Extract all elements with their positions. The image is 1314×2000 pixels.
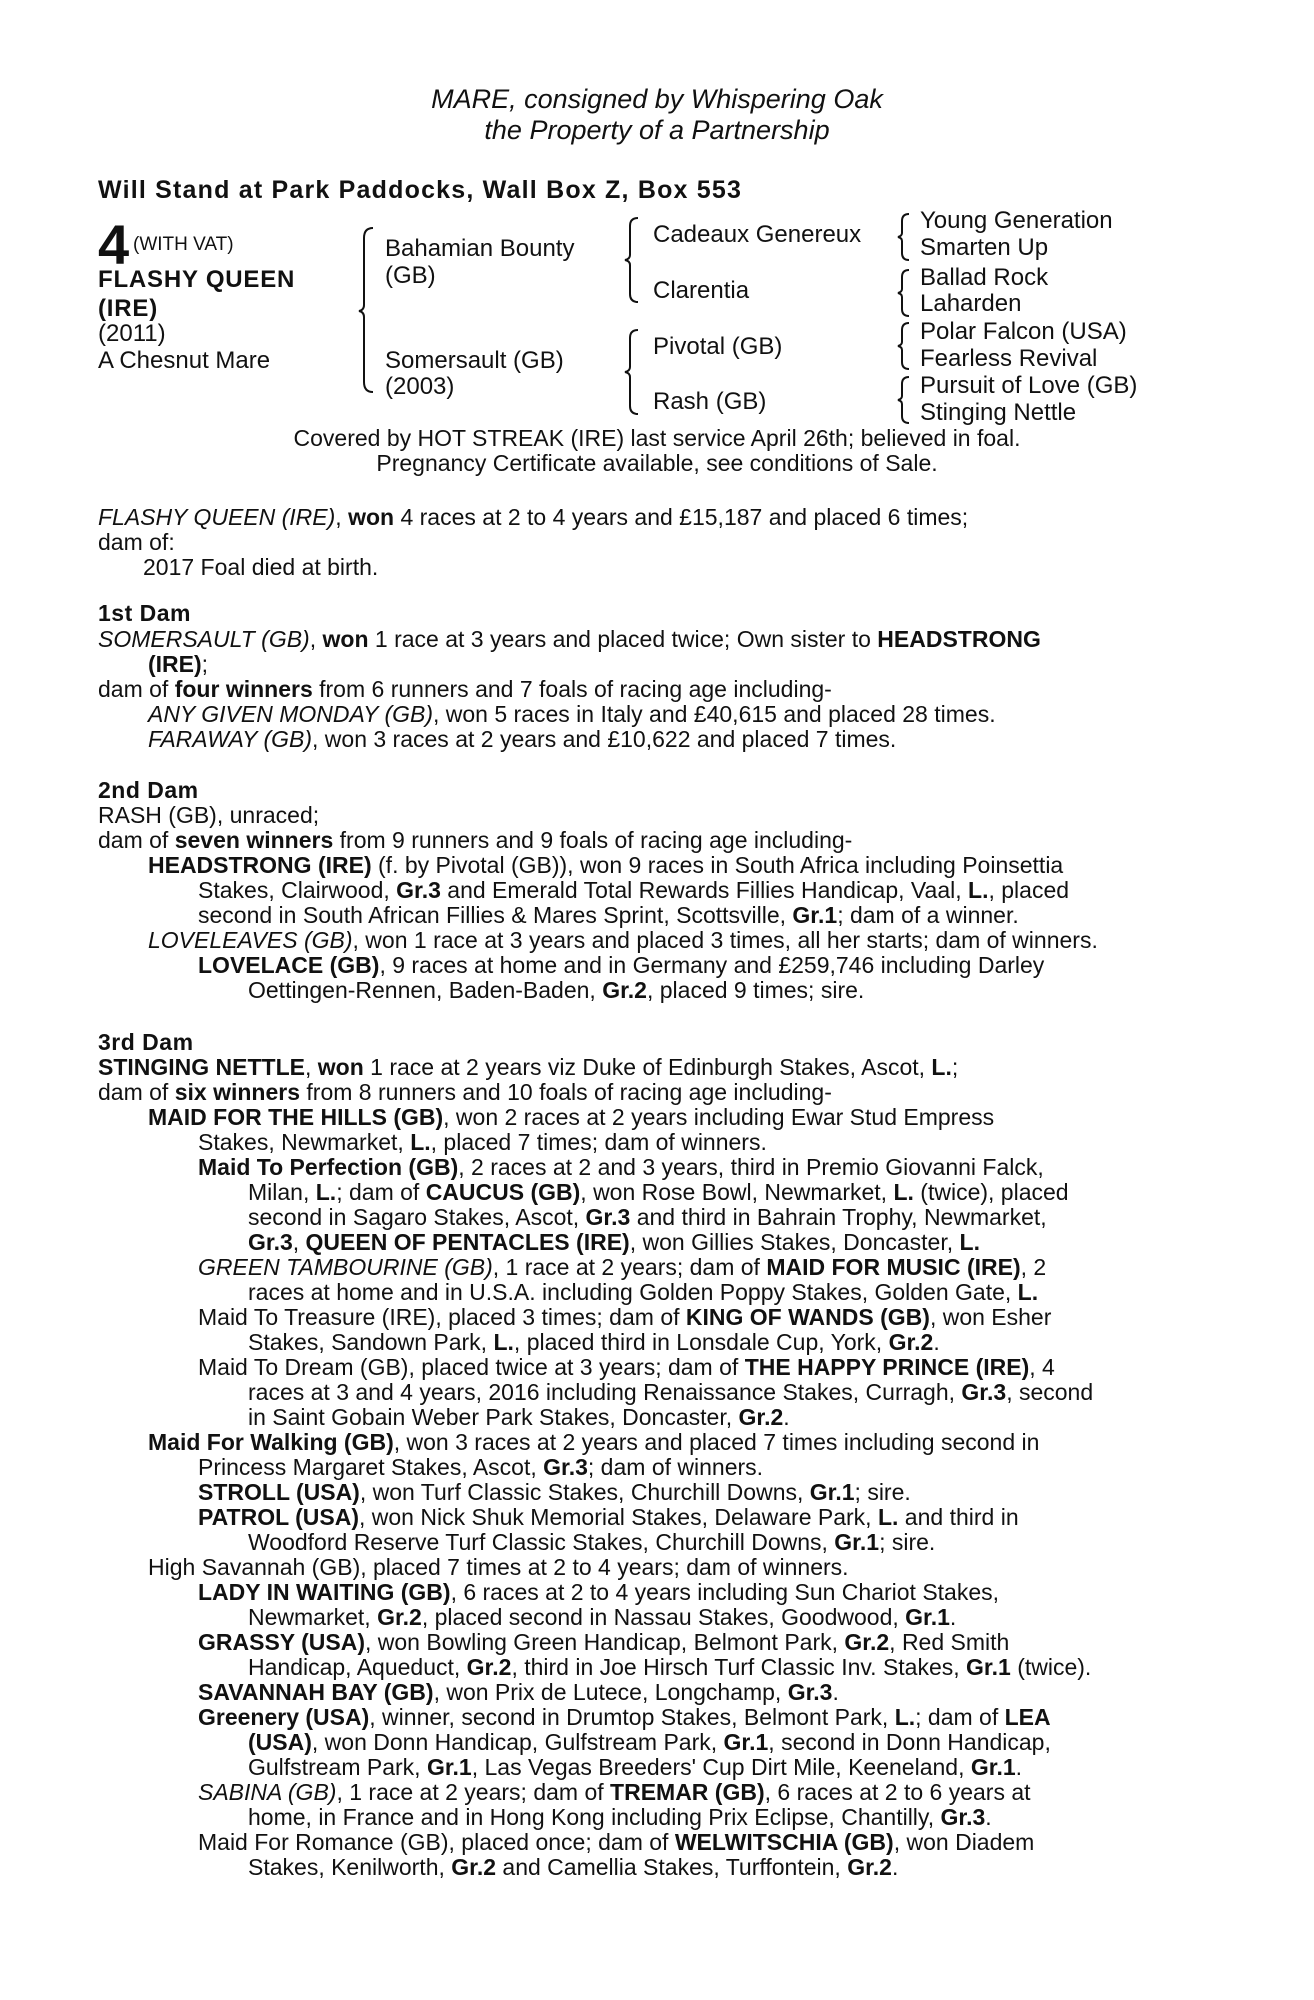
pedigree-sire-origin: (GB) xyxy=(385,262,436,289)
body-line: RASH (GB), unraced; xyxy=(98,802,320,828)
pregnancy-note: Pregnancy Certificate available, see conditions of Sale. xyxy=(376,450,938,476)
body-line: SAVANNAH BAY (GB), won Prix de Lutece, Longchamp, Gr.3. xyxy=(198,1679,839,1705)
body-line: Gr.3, QUEEN OF PENTACLES (IRE), won Gillies Stakes, Doncaster, L. xyxy=(248,1229,980,1255)
pedigree-dam-dam: Rash (GB) xyxy=(653,388,767,415)
body-line: GRASSY (USA), won Bowling Green Handicap, Belmont Park, Gr.2, Red Smith xyxy=(198,1629,1010,1655)
pedigree-gen3-6: Fearless Revival xyxy=(920,345,1098,372)
body-line: PATROL (USA), won Nick Shuk Memorial Stakes, Delaware Park, L. and third in xyxy=(198,1504,1019,1530)
body-line: 2017 Foal died at birth. xyxy=(143,554,379,580)
pedigree-gen3-8: Stinging Nettle xyxy=(920,399,1077,426)
section-2nd-dam: 2nd Dam xyxy=(98,777,199,803)
body-line: MAID FOR THE HILLS (GB), won 2 races at 2 years including Ewar Stud Empress xyxy=(148,1104,995,1130)
lot-number: 4 xyxy=(98,213,130,276)
body-line: Stakes, Kenilworth, Gr.2 and Camellia Stakes, Turffontein, Gr.2. xyxy=(248,1854,899,1880)
pedigree-gen3-4: Laharden xyxy=(920,290,1022,317)
body-line: Gulfstream Park, Gr.1, Las Vegas Breeders' Cup Dirt Mile, Keeneland, Gr.1. xyxy=(248,1754,1023,1780)
body-line: FARAWAY (GB), won 3 races at 2 years and £10,622 and placed 7 times. xyxy=(148,726,897,752)
pedigree-brace-gen1 xyxy=(355,225,385,395)
body-line: Newmarket, Gr.2, placed second in Nassau Stakes, Goodwood, Gr.1. xyxy=(248,1604,957,1630)
horse-name: FLASHY QUEEN xyxy=(98,266,296,293)
body-line: Stakes, Sandown Park, L., placed third in Lonsdale Cup, York, Gr.2. xyxy=(248,1329,940,1355)
body-line: SOMERSAULT (GB), won 1 race at 3 years and placed twice; Own sister to HEADSTRONG xyxy=(98,626,1041,652)
pedigree-brace-3d xyxy=(895,375,917,425)
body-line: LADY IN WAITING (GB), 6 races at 2 to 4 years including Sun Chariot Stakes, xyxy=(198,1579,1000,1605)
vat-note: (WITH VAT) xyxy=(133,234,234,255)
body-line: dam of four winners from 6 runners and 7 foals of racing age including- xyxy=(98,676,832,702)
pedigree-sire: Bahamian Bounty xyxy=(385,235,575,262)
pedigree-gen3-2: Smarten Up xyxy=(920,234,1049,261)
pedigree-gen3-3: Ballad Rock xyxy=(920,264,1049,291)
body-line: Handicap, Aqueduct, Gr.2, third in Joe Hirsch Turf Classic Inv. Stakes, Gr.1 (twice). xyxy=(248,1654,1092,1680)
body-line: dam of seven winners from 9 runners and 9 foals of racing age including- xyxy=(98,827,853,853)
pedigree-brace-3a xyxy=(895,212,917,262)
stand-location: Will Stand at Park Paddocks, Wall Box Z, Box 553 xyxy=(98,176,743,204)
pedigree-dam-sire: Pivotal (GB) xyxy=(653,333,783,360)
pedigree-brace-dam xyxy=(622,327,648,417)
horse-name-origin: (IRE) xyxy=(98,295,158,322)
sale-header-line1: MARE, consigned by Whispering Oak xyxy=(431,84,883,114)
body-line: Princess Margaret Stakes, Ascot, Gr.3; dam of winners. xyxy=(198,1454,764,1480)
body-line: (USA), won Donn Handicap, Gulfstream Park, Gr.1, second in Donn Handicap, xyxy=(248,1729,1051,1755)
horse-year: (2011) xyxy=(98,320,166,347)
pedigree-dam-year: (2003) xyxy=(385,373,455,400)
body-line: second in South African Fillies & Mares Sprint, Scottsville, Gr.1; dam of a winner. xyxy=(198,902,1019,928)
pedigree-gen3-1: Young Generation xyxy=(920,207,1113,234)
pedigree-gen3-5: Polar Falcon (USA) xyxy=(920,318,1127,345)
body-line: LOVELEAVES (GB), won 1 race at 3 years and placed 3 times, all her starts; dam of winners. xyxy=(148,927,1098,953)
body-line: Maid For Romance (GB), placed once; dam of WELWITSCHIA (GB), won Diadem xyxy=(198,1829,1035,1855)
covered-note: Covered by HOT STREAK (IRE) last service April 26th; believed in foal. xyxy=(293,425,1021,451)
body-line: Oettingen-Rennen, Baden-Baden, Gr.2, placed 9 times; sire. xyxy=(248,977,865,1003)
body-line: Maid For Walking (GB), won 3 races at 2 years and placed 7 times including second in xyxy=(148,1429,1040,1455)
body-line: second in Sagaro Stakes, Ascot, Gr.3 and third in Bahrain Trophy, Newmarket, xyxy=(248,1204,1047,1230)
horse-description: A Chesnut Mare xyxy=(98,347,271,374)
pedigree-sire-dam: Clarentia xyxy=(653,277,750,304)
body-line: Woodford Reserve Turf Classic Stakes, Churchill Downs, Gr.1; sire. xyxy=(248,1529,936,1555)
body-line: dam of: xyxy=(98,529,175,555)
body-line: LOVELACE (GB), 9 races at home and in Germany and £259,746 including Darley xyxy=(198,952,1045,978)
body-line: Greenery (USA), winner, second in Drumtop Stakes, Belmont Park, L.; dam of LEA xyxy=(198,1704,1051,1730)
body-line: FLASHY QUEEN (IRE), won 4 races at 2 to 4 years and £15,187 and placed 6 times; xyxy=(98,504,969,530)
pedigree-brace-3b xyxy=(895,268,917,318)
body-line: (IRE); xyxy=(148,651,209,677)
body-line: races at 3 and 4 years, 2016 including Renaissance Stakes, Curragh, Gr.3, second xyxy=(248,1379,1094,1405)
sale-header-line2: the Property of a Partnership xyxy=(484,115,830,145)
pedigree-brace-sire xyxy=(622,215,648,305)
body-line: Maid To Perfection (GB), 2 races at 2 and 3 years, third in Premio Giovanni Falck, xyxy=(198,1154,1044,1180)
body-line: dam of six winners from 8 runners and 10 foals of racing age including- xyxy=(98,1079,832,1105)
pedigree-gen3-7: Pursuit of Love (GB) xyxy=(920,372,1138,399)
body-line: Stakes, Newmarket, L., placed 7 times; dam of winners. xyxy=(198,1129,767,1155)
body-line: races at home and in U.S.A. including Golden Poppy Stakes, Golden Gate, L. xyxy=(248,1279,1039,1305)
body-line: STROLL (USA), won Turf Classic Stakes, Churchill Downs, Gr.1; sire. xyxy=(198,1479,911,1505)
body-line: home, in France and in Hong Kong including Prix Eclipse, Chantilly, Gr.3. xyxy=(248,1804,992,1830)
pedigree-brace-3c xyxy=(895,321,917,371)
body-line: Stakes, Clairwood, Gr.3 and Emerald Total Rewards Fillies Handicap, Vaal, L., placed xyxy=(198,877,1070,903)
body-line: Maid To Dream (GB), placed twice at 3 years; dam of THE HAPPY PRINCE (IRE), 4 xyxy=(198,1354,1055,1380)
body-line: ANY GIVEN MONDAY (GB), won 5 races in Italy and £40,615 and placed 28 times. xyxy=(148,701,996,727)
body-line: Maid To Treasure (IRE), placed 3 times; dam of KING OF WANDS (GB), won Esher xyxy=(198,1304,1052,1330)
section-1st-dam: 1st Dam xyxy=(98,600,191,626)
pedigree-dam: Somersault (GB) xyxy=(385,347,564,374)
body-line: in Saint Gobain Weber Park Stakes, Doncaster, Gr.2. xyxy=(248,1404,790,1430)
body-line: SABINA (GB), 1 race at 2 years; dam of TREMAR (GB), 6 races at 2 to 6 years at xyxy=(198,1779,1031,1805)
body-line: High Savannah (GB), placed 7 times at 2 to 4 years; dam of winners. xyxy=(148,1554,849,1580)
body-line: GREEN TAMBOURINE (GB), 1 race at 2 years; dam of MAID FOR MUSIC (IRE), 2 xyxy=(198,1254,1047,1280)
body-line: HEADSTRONG (IRE) (f. by Pivotal (GB)), won 9 races in South Africa including Poinsettia xyxy=(148,852,1064,878)
body-line: Milan, L.; dam of CAUCUS (GB), won Rose Bowl, Newmarket, L. (twice), placed xyxy=(248,1179,1069,1205)
body-line: STINGING NETTLE, won 1 race at 2 years viz Duke of Edinburgh Stakes, Ascot, L.; xyxy=(98,1054,959,1080)
pedigree-sire-sire: Cadeaux Genereux xyxy=(653,221,862,248)
section-3rd-dam: 3rd Dam xyxy=(98,1029,194,1055)
